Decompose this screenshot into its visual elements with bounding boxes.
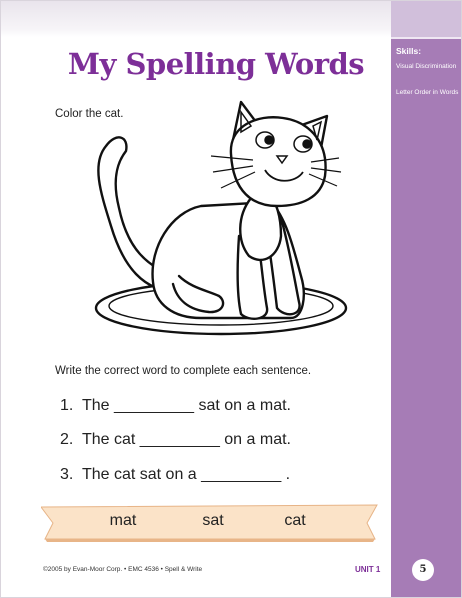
sentence-3: 3. The cat sat on a _________ . bbox=[60, 466, 291, 483]
sentence-instruction: Write the correct word to complete each sentence. bbox=[55, 365, 312, 377]
word-bank-mat: mat bbox=[109, 512, 137, 529]
page-title: My Spelling Words bbox=[67, 47, 365, 81]
header-band bbox=[1, 1, 391, 37]
skills-heading: Skills: bbox=[396, 46, 422, 56]
word-bank-cat: cat bbox=[284, 512, 306, 529]
skill-letter-order: Letter Order in Words bbox=[396, 89, 459, 96]
sidebar-header-band bbox=[391, 1, 462, 37]
sentence-1: 1. The _________ sat on a mat. bbox=[60, 397, 291, 414]
sidebar-divider bbox=[391, 37, 462, 39]
word-bank-sat: sat bbox=[202, 512, 224, 529]
cat-illustration bbox=[81, 96, 351, 346]
page-number: 5 bbox=[412, 559, 434, 581]
cat-pupil-left bbox=[265, 136, 273, 144]
skill-visual-discrimination: Visual Discrimination bbox=[396, 63, 457, 70]
sentence-2: 2. The cat _________ on a mat. bbox=[60, 431, 291, 448]
color-instruction: Color the cat. bbox=[55, 108, 124, 120]
cat-pupil-right bbox=[303, 140, 311, 148]
copyright-footer: ©2005 by Evan-Moor Corp. • EMC 4536 • Spell & Write bbox=[43, 566, 203, 573]
unit-label: UNIT 1 bbox=[355, 565, 381, 574]
skills-sidebar bbox=[391, 1, 462, 598]
